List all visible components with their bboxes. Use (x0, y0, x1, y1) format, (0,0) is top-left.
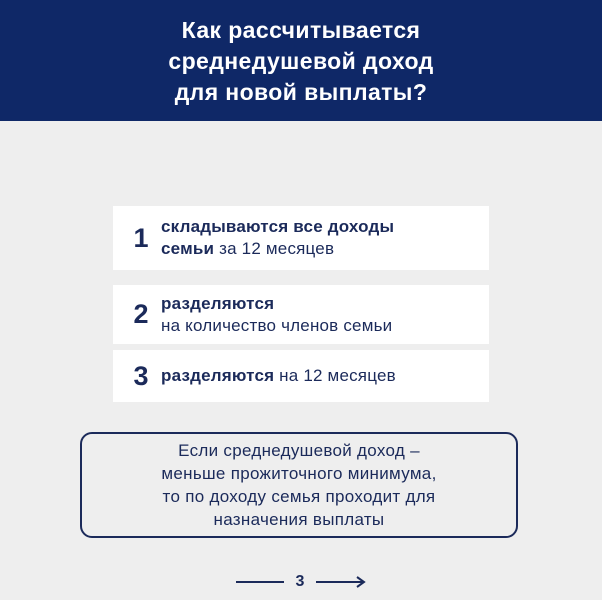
step-card-2 (113, 285, 489, 344)
step-text (161, 293, 392, 337)
step-text-bold: семьи (161, 239, 215, 258)
step-number: 2 (133, 299, 149, 329)
step-text-bold: разделяются (161, 293, 275, 313)
step-text (161, 216, 394, 260)
step-number: 1 (133, 222, 149, 253)
step-text-bold: складываются все доходы (161, 217, 395, 236)
step-number: 3 (133, 360, 149, 391)
step-text-normal: на количество членов семьи (161, 315, 393, 335)
step-card-3 (113, 350, 489, 402)
page-number: 3 (295, 573, 305, 590)
step-card-1 (113, 206, 489, 270)
pager-line-left (236, 581, 284, 583)
note-box (80, 432, 518, 538)
step-text-normal: на 12 месяцев (274, 366, 396, 385)
pagination (0, 570, 602, 594)
header-banner (0, 0, 602, 121)
arrow-right-icon[interactable] (316, 576, 366, 588)
step-text-bold: разделяются (161, 366, 275, 385)
note-text: Если среднедушевой доход – меньше прожиточного минимума, то по доходу семья проходит для назначения выплаты (161, 441, 437, 529)
page-title: Как рассчитывается среднедушевой доход для новой выплаты? (168, 17, 434, 105)
step-text (161, 365, 396, 387)
step-text-normal: за 12 месяцев (214, 239, 335, 258)
